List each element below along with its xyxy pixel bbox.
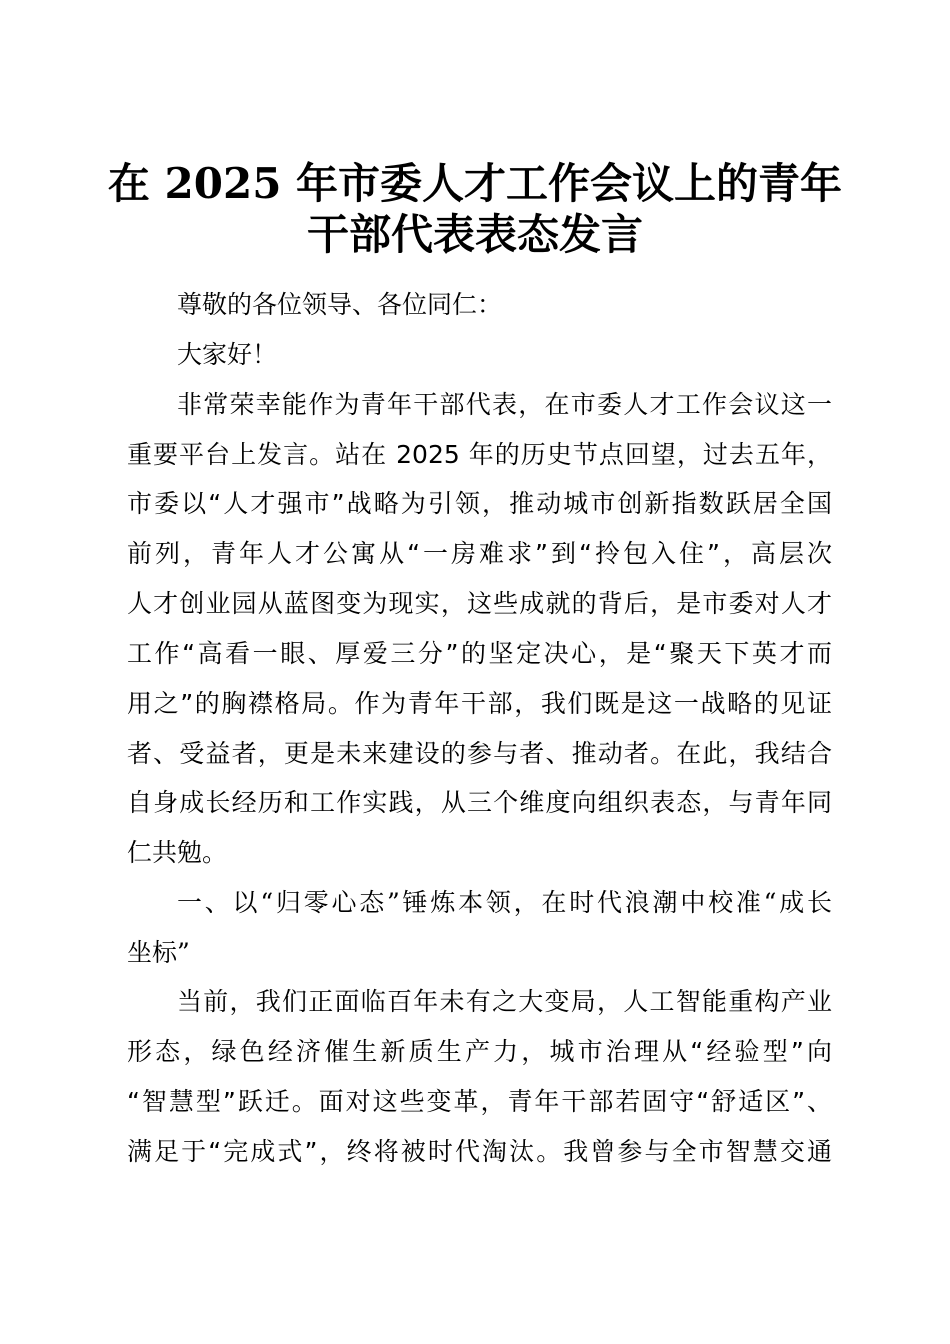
document-title-line-2: 干部代表表态发言 [306,210,643,259]
paragraph-1-line: 非常荣幸能作为青年干部代表，在市委人才工作会议这一 [177,390,832,419]
section-1-heading-line: 一、以“归零心态”锤炼本领，在时代浪潮中校准“成长 [177,888,832,917]
paragraph-2-line: 当前，我们正面临百年未有之大变局，人工智能重构产业 [177,987,832,1016]
section-1-heading-line: 坐标” [127,938,190,967]
paragraph-2-line: 满足于“完成式”，终将被时代淘汰。我曾参与全市智慧交通 [127,1137,832,1166]
paragraph-1-line: 仁共勉。 [127,838,228,867]
paragraph-1-line: 用之”的胸襟格局。作为青年干部，我们既是这一战略的见证 [127,689,832,718]
salutation: 尊敬的各位领导、各位同仁： [177,290,503,319]
paragraph-1-line: 重要平台上发言。站在 2025 年的历史节点回望，过去五年， [127,440,832,469]
paragraph-1-line: 人才创业园从蓝图变为现实，这些成就的背后，是市委对人才 [127,589,832,618]
paragraph-1-line: 者、受益者，更是未来建设的参与者、推动者。在此，我结合 [127,739,832,768]
paragraph-1-line: 前列，青年人才公寓从“一房难求”到“拎包入住”，高层次 [127,539,832,568]
document-title-line-1: 在 2025 年市委人才工作会议上的青年 [107,159,843,208]
paragraph-1-line: 自身成长经历和工作实践，从三个维度向组织表态，与青年同 [127,788,832,817]
paragraph-1-line: 工作“高看一眼、厚爱三分”的坚定决心，是“聚天下英才而 [127,639,832,668]
paragraph-1-line: 市委以“人才强市”战略为引领，推动城市创新指数跃居全国 [127,489,832,518]
paragraph-2-line: 形态，绿色经济催生新质生产力，城市治理从“经验型”向 [127,1037,832,1066]
paragraph-2-line: “智慧型”跃迁。面对这些变革，青年干部若固守“舒适区”、 [127,1087,832,1116]
greeting: 大家好！ [177,340,278,369]
